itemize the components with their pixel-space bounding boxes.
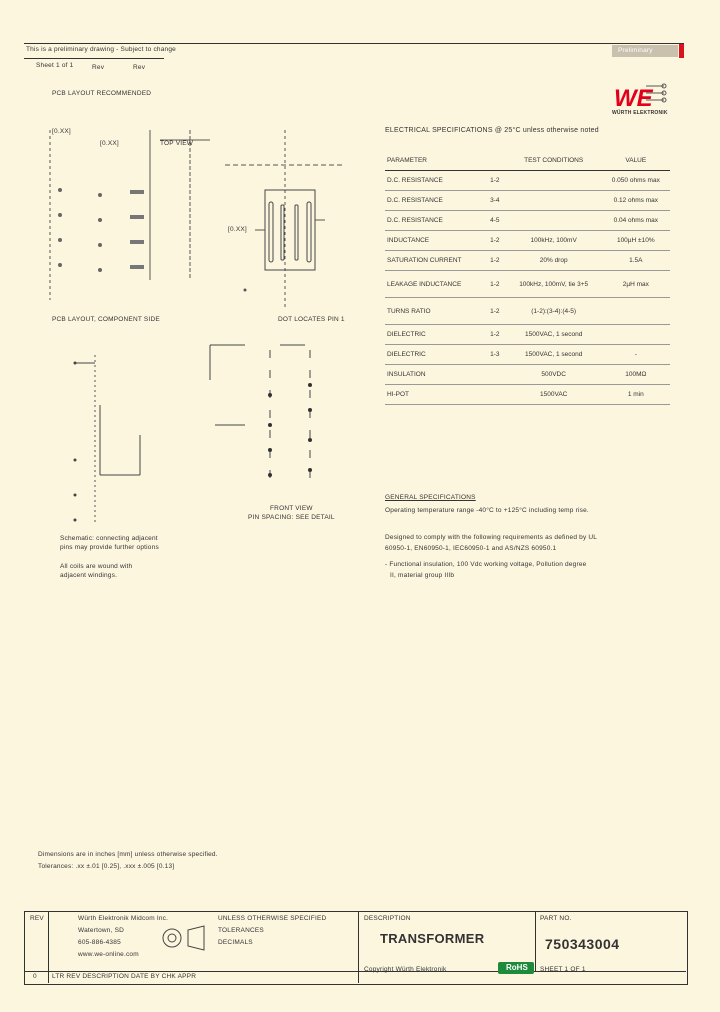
- tb-tol-2: DECIMALS: [218, 939, 253, 946]
- table-row: DIELECTRIC 1-2 1500VAC, 1 second: [385, 325, 670, 345]
- general-line-1: Operating temperature range -40°C to +125°C including temp rise.: [385, 507, 589, 514]
- tb-company: Würth Elektronik Midcom Inc.: [78, 915, 169, 922]
- schematic-caption-2: pins may provide further options: [60, 544, 159, 551]
- tb-tol-1: TOLERANCES: [218, 927, 264, 934]
- table-row: TURNS RATIO 1-2 (1-2):(3-4):(4-5): [385, 298, 670, 325]
- top-view-label: TOP VIEW: [160, 140, 194, 147]
- company-logo: [612, 80, 667, 118]
- table-header-row: [385, 150, 670, 171]
- header-sub-rule: [24, 58, 164, 59]
- tb-sheet: SHEET 1 OF 1: [540, 966, 586, 973]
- table-row: INSULATION 500VDC 100MΩ: [385, 365, 670, 385]
- note-2: adjacent windings.: [60, 572, 118, 579]
- pcb-layout-label: PCB LAYOUT RECOMMENDED: [52, 90, 152, 97]
- tb-description: TRANSFORMER: [380, 931, 485, 946]
- front-view-caption: FRONT VIEW: [270, 505, 313, 512]
- sheet-label: Sheet 1 of 1: [36, 62, 74, 69]
- tb-part-label: PART NO.: [540, 915, 572, 922]
- tb-web: www.we-online.com: [78, 951, 139, 958]
- front-view-drawing: [205, 340, 335, 500]
- rev-label-b: Rev: [133, 64, 146, 71]
- header-test: TEST CONDITIONS: [506, 150, 602, 171]
- bottom-note-2: Tolerances: .xx ±.01 [0.25], .xxx ±.005 [0.13]: [38, 863, 175, 870]
- dot-caption: DOT LOCATES PIN 1: [278, 316, 345, 323]
- pcb-caption: PCB LAYOUT, COMPONENT SIDE: [52, 316, 160, 323]
- table-row: D.C. RESISTANCE 3-4 0.12 ohms max: [385, 191, 670, 211]
- svg-text:WE: WE: [614, 85, 653, 112]
- general-line-2: Designed to comply with the following requirements as defined by UL: [385, 534, 598, 541]
- spec-table: [385, 150, 670, 405]
- header-value: VALUE: [602, 150, 670, 171]
- general-line-3: 60950-1, EN60950-1, IEC60950-1 and AS/NZS 60950.1: [385, 545, 557, 552]
- table-row: INDUCTANCE 1-2 100kHz, 100mV 100µH ±10%: [385, 231, 670, 251]
- projection-symbol: [160, 918, 210, 958]
- rev-label-a: Rev: [92, 64, 105, 71]
- tb-description-label: DESCRIPTION: [364, 915, 411, 922]
- tb-bottom-strip: LTR REV DESCRIPTION DATE BY CHK APPR: [52, 973, 197, 980]
- table-row: LEAKAGE INDUCTANCE 1-2 100kHz, 100mV, tie 3+5 2µH max: [385, 271, 670, 298]
- header-parameter: PARAMETER: [385, 150, 488, 171]
- tb-copyright: Copyright Würth Elektronik: [364, 966, 447, 973]
- tb-address-1: Watertown, SD: [78, 927, 125, 934]
- bottom-note-1: Dimensions are in inches [mm] unless otherwise specified.: [38, 851, 218, 858]
- header-note: This is a preliminary drawing - Subject to change: [26, 46, 176, 53]
- general-specs-title: GENERAL SPECIFICATIONS: [385, 494, 476, 501]
- note-1: All coils are wound with: [60, 563, 133, 570]
- component-drawing: [225, 110, 365, 320]
- table-row: SATURATION CURRENT 1-2 20% drop 1.5A: [385, 251, 670, 271]
- schematic-caption-1: Schematic: connecting adjacent: [60, 535, 158, 542]
- schematic-drawing: [30, 345, 180, 530]
- header-rule: [24, 43, 684, 44]
- preliminary-badge: Preliminary: [612, 45, 678, 57]
- logo-brand: WÜRTH ELEKTRONIK: [612, 110, 668, 116]
- tb-rev-label: REV: [30, 915, 44, 922]
- pcb-layout-drawing: [40, 100, 220, 330]
- general-line-4: - Functional insulation, 100 Vdc working voltage, Pollution degree: [385, 561, 587, 568]
- tb-rev-value: 0: [33, 973, 37, 980]
- table-row: HI-POT 1500VAC 1 min: [385, 385, 670, 405]
- general-line-5: II, material group IIIb: [390, 572, 455, 579]
- rohs-badge: RoHS: [498, 962, 534, 974]
- tb-address-2: 605-886-4385: [78, 939, 121, 946]
- table-row: D.C. RESISTANCE 4-5 0.04 ohms max: [385, 211, 670, 231]
- spec-title: ELECTRICAL SPECIFICATIONS @ 25°C unless otherwise noted: [385, 127, 599, 134]
- table-row: D.C. RESISTANCE 1-2 0.050 ohms max: [385, 171, 670, 191]
- table-row: DIELECTRIC 1-3 1500VAC, 1 second -: [385, 345, 670, 365]
- front-view-caption-2: PIN SPACING: SEE DETAIL: [248, 514, 335, 521]
- dim-b-label: [0.XX]: [100, 140, 119, 147]
- badge-accent: [679, 44, 684, 58]
- tb-part-number: 750343004: [545, 936, 620, 952]
- center-dim-label: [0.XX]: [228, 226, 247, 233]
- dim-a-label: [0.XX]: [52, 128, 71, 135]
- tb-dims: UNLESS OTHERWISE SPECIFIED: [218, 915, 327, 922]
